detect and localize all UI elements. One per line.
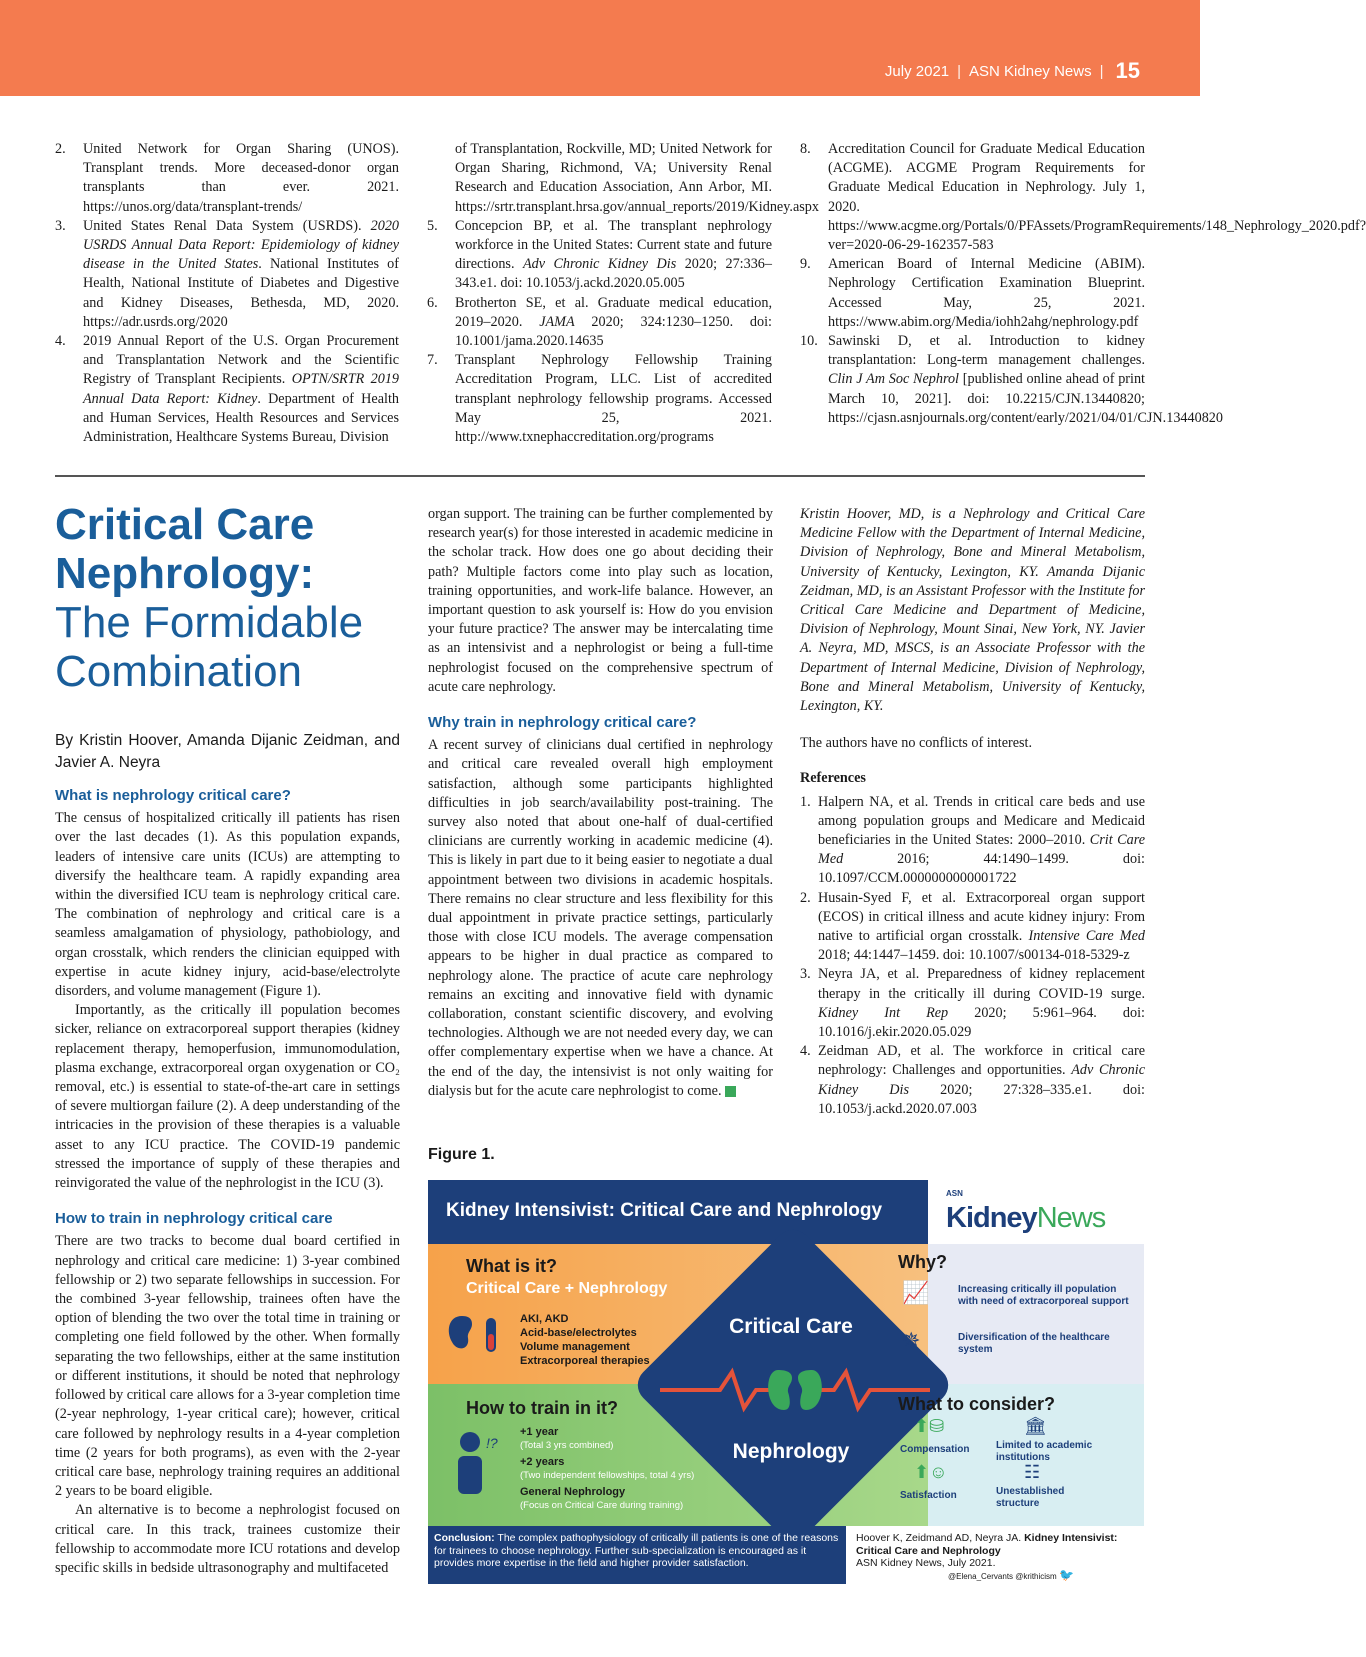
kidney-tube-icon [442, 1310, 512, 1360]
conclusion-box: Conclusion: The complex pathophysiology of critically ill patients is one of the reasons for trainees to choose nephrology. Further sub-specialization is encouraged as it provides more expertise in the field and higher provider satisfaction. [428, 1526, 846, 1584]
network-icon: ✵ [902, 1328, 921, 1353]
what-subtitle: Critical Care + Nephrology [466, 1280, 668, 1297]
infographic-title: Kidney Intensivist: Critical Care and Nephrology [428, 1180, 928, 1244]
asn-logo-text: ASN [946, 1189, 963, 1198]
ref-item: 4. 2019 Annual Report of the U.S. Organ Procurement and Transplantation Network and the Scientific Registry of Transplant Recipients. OPTN/SRTR 2019 Annual Data Report: Kidney. Department of Health and Human Services, Health Resources and Services Administration, Healthcare Systems Bureau, Division [55, 333, 400, 446]
ref-item: 2. Husain-Syed F, et al. Extracorporeal organ support (ECOS) in critical illness and acute kidney injury: From native to artificial organ crosstalk. Intensive Care Med 2018; 44:1447–1459. doi: 10.1007/s00134-018-5329-z [800, 889, 1146, 964]
article-title-bold-2: Nephrology: [55, 549, 315, 598]
what-title: What is it? [466, 1256, 557, 1276]
money-arrow-icon: ⬆⛁ [914, 1416, 945, 1436]
article-column-1 [55, 500, 400, 1578]
infographic-citation: Hoover K, Zeidmand AD, Neyra JA. Kidney Intensivist: Critical Care and Nephrology ASN Kidney News, July 2021. [846, 1526, 1144, 1584]
section-heading-why: Why train in nephrology critical care? [428, 714, 697, 732]
consider-structure: Unestablished structure [996, 1486, 1065, 1509]
ref-item: 6. Brotherton SE, et al. Graduate medical education, 2019–2020. JAMA 2020; 324:1230–1250. doi: 10.1001/jama.2020.14635 [427, 294, 772, 350]
smile-arrow-icon: ⬆☺ [914, 1462, 948, 1482]
paragraph: A recent survey of clinicians dual certified in nephrology and critical care revealed overall high employment satisfaction, although some participants highlighted difficulties in job search/availability post-training. The survey also noted that about one-half of dual-certified clinicians are currently working in academic medicine (4). This is likely in part due to it being easier to negotiate a dual appointment between two divisions in academic hospitals. There remains no clear structure and less flexibility for this dual appointment in private practice settings, particularly those with close ICU models. The average compensation appears to be higher in dual practice as compared to nephrology alone. The practice of acute care nephrology remains an exciting and innovative field with dynamic collaboration, constant scientific discovery, and evolving technologies. Although we are not needed every day, we can offer complementary expertise when we have a chance. At the end of the day, the intensivist is not only waiting for dialysis but for the acute care nephrologist to come. [428, 737, 773, 1099]
page-header-bar [0, 0, 1200, 96]
references-list [800, 793, 1145, 1119]
center-nephrology: Nephrology [732, 1440, 850, 1463]
trend-chart-icon: 📈 [902, 1280, 930, 1305]
consider-academic: Limited to academic institutions [996, 1440, 1093, 1463]
paragraph: There are two tracks to become dual board certified in nephrology and critical care medicine: 1) 3-year combined fellowship or 2) two separate fellowships in succession. For the combined 3-year fellowship, trainees often have the option of blending the two over the total time in training or completing one field followed by the other. When formally separating the two fellowships, either at the same institution or different institutions, it should be noted that nephrology followed by critical care allows for a 3-year completion time (2-year nephrology, 1-year critical care); however, critical care followed by nephrology results in a 4-year completion time (2 years for both programs), as even with the 2-year critical care base, nephrology training requires an additional 2 years to be board eligible. [55, 1233, 400, 1500]
article-title-light-1: The Formidable [55, 598, 364, 647]
issue-date: July 2021 [884, 62, 950, 80]
previous-article-references [55, 140, 1366, 447]
paragraph: The census of hospitalized critically ill patients has risen over the last decades (1). As this population expands, leaders of intensive care units (ICUs) are attempting to diversify the healthcare team. A rapidly expanding area within the diversified ICU team is nephrology critical care. The combination of nephrology and critical care is a seamless amalgamation of physiology, pathobiology, and organ crosstalk, which renders the clinician equipped with expertise in acute kidney injury, acid-base/electrolyte disorders, and volume management (Figure 1). [55, 810, 400, 1000]
ref-item: of Transplantation, Rockville, MD; United Network for Organ Sharing, Richmond, VA; University Renal Research and Education Association, Ann Arbor, MI. https://srtr.transplant.hrsa.gov/annual_reports/2019/Kidney.aspx [455, 141, 819, 215]
consider-compensation: Compensation [900, 1444, 970, 1455]
article-title-light-2: Combination [55, 647, 303, 696]
ref-column-2 [427, 140, 819, 447]
org-chart-icon: ☷ [1024, 1462, 1041, 1482]
paragraph: organ support. The training can be further complemented by research year(s) for those interested in academic medicine in the scholar track. How does one go about deciding their path? Multiple factors come into play such as location, training opportunities, and work-life balance. However, an important question to ask yourself is: How do you envision your future practice? The answer may be intercalating time as an intensivist and a nephrologist or being a full-time nephrologist focused on the comprehensive spectrum of acute care nephrology. [428, 506, 773, 695]
byline: By Kristin Hoover, Amanda Dijanic Zeidman, and Javier A. Neyra [55, 732, 400, 771]
paragraph: An alternative is to become a nephrologist focused on critical care. In this track, trainees customize their fellowship to accommodate more ICU rotations and develop specific skills in bedside ultrasonography and multifaceted [55, 1502, 400, 1576]
publication-name: ASN Kidney News [969, 62, 1092, 80]
ecg-kidney-icon [660, 1360, 930, 1420]
ref-item: 3. United States Renal Data System (USRDS). 2020 USRDS Annual Data Report: Epidemiology of kidney disease in the United States. National Institutes of Health, National Institute of Diabetes and Digestive and Kidney Diseases, Bethesda, MD, 2020. https://adr.usrds.org/2020 [55, 217, 399, 330]
ref-list [800, 140, 1366, 428]
why-item-2: Diversification of the healthcare system [958, 1332, 1110, 1355]
ref-list [427, 140, 819, 447]
how-items: +1 year (Total 3 yrs combined) +2 years (Two independent fellowships, total 4 yrs) General Nephrology (Focus on Critical Care during training) [520, 1426, 695, 1511]
ref-column-1 [55, 140, 399, 447]
conflict-statement: The authors have no conflicts of interest. [800, 735, 1033, 752]
section-divider [55, 475, 1145, 477]
section-heading-how: How to train in nephrology critical care [55, 1210, 333, 1228]
end-of-article-mark [725, 1086, 736, 1097]
building-icon: 🏛 [1024, 1416, 1047, 1436]
ref-item: 9. American Board of Internal Medicine (ABIM). Nephrology Certification Examination Blueprint. Accessed May, 25, 2021. https://www.abim.org/Media/iohh2ahg/nephrology.pdf [800, 256, 1145, 330]
thinking-person-icon [448, 1428, 508, 1498]
social-handles: @Elena_Cervants @krithicism 🐦 [948, 1568, 1074, 1582]
article-column-3 [800, 505, 1145, 1119]
consider-title: What to consider? [898, 1394, 1055, 1414]
center-critical-care: Critical Care [729, 1315, 853, 1338]
references-heading: References [800, 770, 866, 787]
ref-list [55, 140, 399, 447]
page-number: 15 [1115, 58, 1140, 83]
why-panel [928, 1244, 1144, 1384]
running-header: July 2021 | ASN Kidney News | 15 [884, 58, 1140, 83]
author-bio: Kristin Hoover, MD, is a Nephrology and Critical Care Medicine Fellow with the Department of Internal Medicine, Division of Nephrology, Bone and Mineral Metabolism, University of Kentucky, Lexington, KY. Amanda Dijanic Zeidman, MD, is an Assistant Professor with the Institute for Critical Care Medicine and Department of Medicine, Division of Nephrology, Mount Sinai, New York, NY. Javier A. Neyra, MD, MSCS, is an Associate Professor with the Department of Internal Medicine, Division of Nephrology, Bone and Mineral Metabolism, University of Kentucky, Lexington, KY. [800, 506, 1145, 715]
consider-satisfaction: Satisfaction [900, 1490, 957, 1501]
ref-item: 4. Zeidman AD, et al. The workforce in critical care nephrology: Challenges and opportunities. Adv Chronic Kidney Dis 2020; 27:328–335.e1. doi: 10.1053/j.ackd.2020.07.003 [800, 1043, 1145, 1117]
why-title: Why? [898, 1252, 947, 1272]
ref-item: 1. Halpern NA, et al. Trends in critical care beds and use among population groups and Medicare and Medicaid beneficiaries in the United States: 2000–2010. Crit Care Med 2016; 44:1490–1499. doi: 10.1097/CCM.0000000000001722 [800, 793, 1145, 887]
ref-item: 3. Neyra JA, et al. Preparedness of kidney replacement therapy in the critically ill during COVID-19 surge. Kidney Int Rep 2020; 5:961–964. doi: 10.1016/j.ekir.2020.05.029 [800, 966, 1145, 1041]
what-items: AKI, AKD Acid-base/electrolytes Volume management Extracorporeal therapies [520, 1313, 650, 1367]
twitter-bird-icon: 🐦 [1058, 1568, 1074, 1582]
figure-label: Figure 1. [428, 1146, 495, 1163]
how-title: How to train in it? [466, 1398, 618, 1418]
ref-item: 5. Concepcion BP, et al. The transplant nephrology workforce in the United States: Current state and future directions. Adv Chronic Kidney Dis 2020; 27:336–343.e1. doi: 10.1053/j.ackd.2020.05.005 [427, 217, 772, 292]
section-heading-what: What is nephrology critical care? [55, 787, 291, 804]
infographic [428, 1180, 1144, 1584]
ref-column-3 [800, 140, 1366, 447]
svg-text:!?: !? [486, 1435, 498, 1451]
ref-item: 2. United Network for Organ Sharing (UNOS). Transplant trends. More deceased-donor organ transplants than ever. 2021. https://unos.org/data/transplant-trends/ [55, 141, 399, 215]
ref-item: 7. Transplant Nephrology Fellowship Training Accreditation Program, LLC. List of accredited transplant nephrology fellowship programs. Accessed May 25, 2021. http://www.txnephaccreditation.org/programs [427, 352, 772, 446]
ref-item: 8. Accreditation Council for Graduate Medical Education (ACGME). ACGME Program Requirements for Graduate Medical Education in Nephrology. July 1, 2020. https://www.acgme.org/Portals/0/PFAssets/ProgramRequirements/148_Nephrology_2020.pdf?ver=2020-06-29-162357-583 [800, 141, 1366, 254]
paragraph: Importantly, as the critically ill population becomes sicker, reliance on extracorporeal support therapies (kidney replacement therapy, hemoperfusion, immunomodulation, plasma exchange, extracorporeal organ oxygenation or CO₂ removal, etc.) is essential to state-of-the-art care in settings of severe multiorgan failure (2). A deep understanding of the intricacies in the provision of these therapies is a valuable asset to any ICU practice. The COVID-19 pandemic stressed the importance of supply of these therapies and reinvigorated the value of the nephrologist in the ICU (3). [55, 1002, 400, 1192]
kidney-news-logo: ASN KidneyNews [928, 1180, 1144, 1244]
article-column-2 [428, 505, 773, 1101]
ref-item: 10. Sawinski D, et al. Introduction to kidney transplantation: Long-term management challenges. Clin J Am Soc Nephrol [published online ahead of print March 10, 2021]. doi: 10.2215/CJN.13440820; https://cjasn.asnjournals.org/content/early/2021/04/01/CJN.13440820 [800, 333, 1223, 426]
article-title-bold-1: Critical Care [55, 500, 315, 549]
why-item-1: Increasing critically ill population with need of extracorporeal support [958, 1284, 1129, 1307]
